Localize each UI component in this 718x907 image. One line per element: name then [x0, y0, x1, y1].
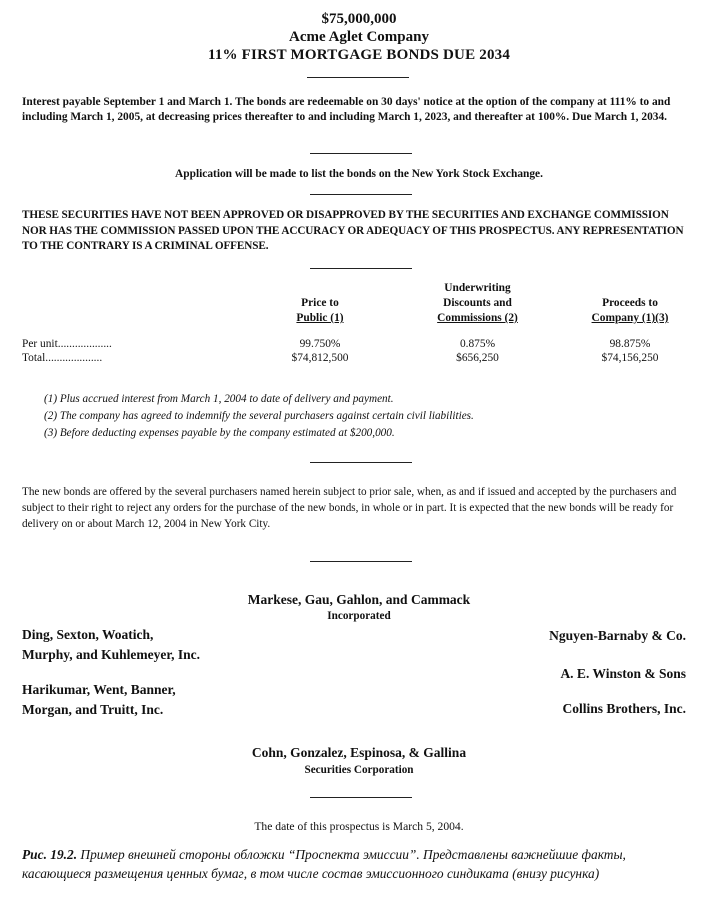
underwriter-left-1: Ding, Sexton, Woatich, Murphy, and Kuhlemeyer, Inc. [22, 627, 201, 662]
prospectus-date: The date of this prospectus is March 5, 2004. [254, 820, 464, 833]
cell-proceeds: 98.875% [609, 338, 651, 350]
divider [310, 268, 412, 269]
offer-paragraph: The new bonds are offered by the several purchasers named herein subject to prior sale, when, as and if issued and accepted by the purchasers and subject to their right to reject any orders for the purchase of the new bonds, in whole or in part. It is expected that the new bonds will be ready for delivery on or about March 12, 2004 in New York City. [22, 486, 677, 530]
footnote: (1) Plus accrued interest from March 1, 2004 to date of delivery and payment. [44, 393, 394, 405]
row-label: Total.................... [22, 352, 103, 364]
bottom-underwriter-type: Securities Corporation [304, 764, 414, 776]
bottom-underwriter: Cohn, Gonzalez, Espinosa, & Gallina [251, 745, 467, 760]
prospectus-header [0, 10, 718, 64]
bond-title: 11% FIRST MORTGAGE BONDS DUE 2034 [207, 47, 511, 63]
cell-underwriting: $656,250 [456, 352, 499, 364]
column-header-proceeds: Proceeds to Company (1)(3) [591, 297, 669, 324]
lead-underwriter-type: Incorporated [327, 610, 391, 622]
underwriter-left-2: Harikumar, Went, Banner, Morgan, and Truitt, Inc. [22, 682, 176, 717]
divider [310, 153, 412, 154]
cell-price: $74,812,500 [291, 352, 349, 364]
cell-underwriting: 0.875% [459, 338, 496, 350]
lead-underwriter: Markese, Gau, Gahlon, and Cammack [247, 592, 471, 607]
divider [310, 561, 412, 562]
figure-label: Рис. 19.2. [22, 847, 78, 862]
underwriter-right-1: Nguyen-Barnaby & Co. [549, 628, 686, 643]
figure-caption-text: Пример внешней стороны обложки “Проспекта эмиссии”. Представлены важнейшие факты, касающиеся размещения ценных бумаг, в том числе состав эмиссионного синдиката (внизу рисунка) [22, 847, 626, 881]
company-name: Acme Aglet Company [289, 29, 429, 45]
footnotes [44, 391, 474, 442]
divider [310, 194, 412, 195]
interest-paragraph: Interest payable September 1 and March 1. The bonds are redeemable on 30 days' notice at the option of the company at 111% to and including March 1, 2005, at decreasing prices thereafter to and including March 1, 2023, and thereafter at 100%. Due March 1, 2034. [22, 96, 671, 123]
underwriter-right-2: A. E. Winston & Sons [560, 666, 686, 681]
divider [310, 462, 412, 463]
footnote: (2) The company has agreed to indemnify the several purchasers against certain civil liabilities. [44, 410, 474, 422]
sec-warning-paragraph: THESE SECURITIES HAVE NOT BEEN APPROVED OR DISAPPROVED BY THE SECURITIES AND EXCHANGE COMMISSION NOR HAS THE COMMISSION PASSED UPON THE ACCURACY OR ADEQUACY OF THIS PROSPECTUS. ANY REPRESENTATION TO THE CONTRARY IS A CRIMINAL OFFENSE. [22, 209, 684, 252]
cell-proceeds: $74,156,250 [601, 352, 659, 364]
divider [310, 797, 412, 798]
row-label: Per unit................... [22, 338, 112, 350]
exchange-listing-text: Application will be made to list the bonds on the New York Stock Exchange. [175, 168, 543, 180]
underwriter-right-3: Collins Brothers, Inc. [562, 701, 686, 716]
column-header-price: Price to Public (1) [296, 297, 344, 324]
cell-price: 99.750% [299, 338, 341, 350]
divider [307, 77, 409, 78]
footnote: (3) Before deducting expenses payable by the company estimated at $200,000. [44, 427, 395, 439]
offering-amount: $75,000,000 [321, 11, 397, 27]
column-header-underwriting: Underwriting Discounts and Commissions (2) [437, 282, 518, 324]
figure-caption [22, 845, 692, 883]
